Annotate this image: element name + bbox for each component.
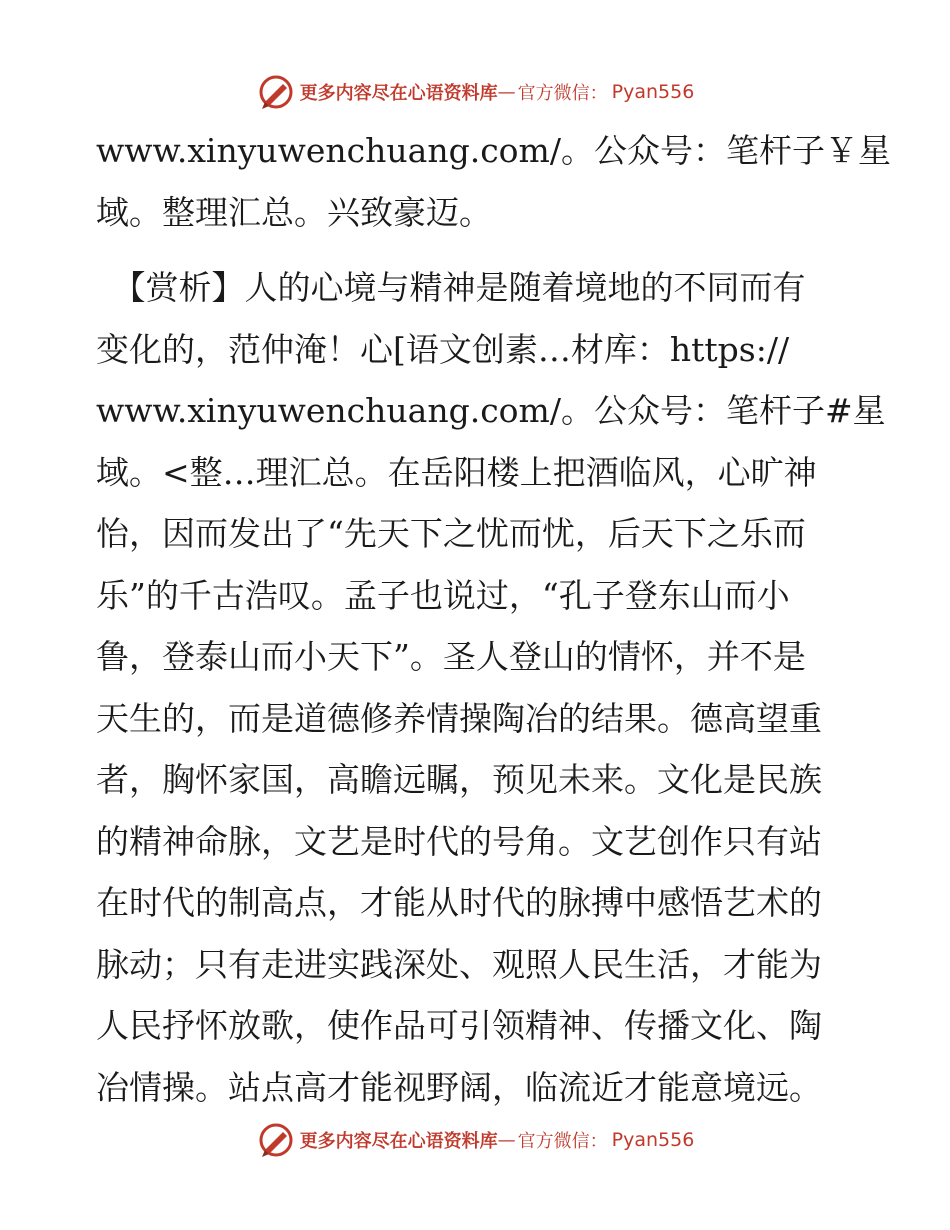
footer-wechat-id: Pyan556 [611, 1129, 695, 1151]
text-line: 的精神命脉，文艺是时代的号角。文艺创作只有站 [96, 821, 822, 861]
paragraph-2 [96, 257, 886, 1118]
footer-site-text: 更多内容尽在心语资料库 [299, 1131, 498, 1152]
text-line: www.xinyuwenchuang.com/。公众号：笔杆子#星 [96, 391, 886, 430]
text-line: 者，胸怀家国，高瞻远瞩，预见未来。文化是民族 [96, 760, 822, 799]
text-line: 域。整理汇总。兴致豪迈。 [96, 192, 492, 232]
text-line: 人民抒怀放歌，使作品可引领精神、传播文化、陶 [96, 1006, 822, 1045]
text-line: 脉动；只有走进实践深处、观照人民生活，才能为 [96, 944, 822, 984]
header-site-text: 更多内容尽在心语资料库 [299, 83, 498, 104]
footer-dash: — [497, 1129, 516, 1151]
text-line: 【赏析】人的心境与精神是随着境地的不同而有 [96, 268, 806, 307]
footer-banner [0, 1118, 950, 1162]
text-line: 天生的，而是道德修养情操陶冶的结果。德高望重 [96, 698, 822, 738]
text-line: www.xinyuwenchuang.com/。公众号：笔杆子￥星 [96, 131, 891, 170]
header-dash: — [497, 81, 516, 103]
text-line: 怡，因而发出了“先天下之忧而忧，后天下之乐而 [96, 514, 806, 553]
text-line: 冶情操。站点高才能视野阔，临流近才能意境远。 [96, 1067, 822, 1107]
header-wechat-label: 官方微信： [517, 83, 608, 104]
text-line: 乐”的千古浩叹。孟子也说过，“孔子登东山而小 [96, 575, 790, 615]
text-line: 在时代的制高点，才能从时代的脉搏中感悟艺术的 [96, 883, 822, 922]
footer-wechat-label: 官方微信： [517, 1131, 608, 1152]
header-wechat-id: Pyan556 [611, 81, 695, 103]
text-line: 鲁，登泰山而小天下”。圣人登山的情怀，并不是 [96, 637, 806, 676]
text-line: 域。<整…理汇总。在岳阳楼上把酒临风，心旷神 [96, 452, 817, 492]
document-body [96, 120, 891, 1118]
pen-logo-icon [256, 1120, 296, 1160]
text-line: 变化的，范仲淹！心[语文创素…材库：https:// [96, 329, 790, 369]
pen-logo-icon [256, 72, 296, 112]
paragraph-1 [96, 120, 891, 243]
header-banner [0, 70, 950, 114]
